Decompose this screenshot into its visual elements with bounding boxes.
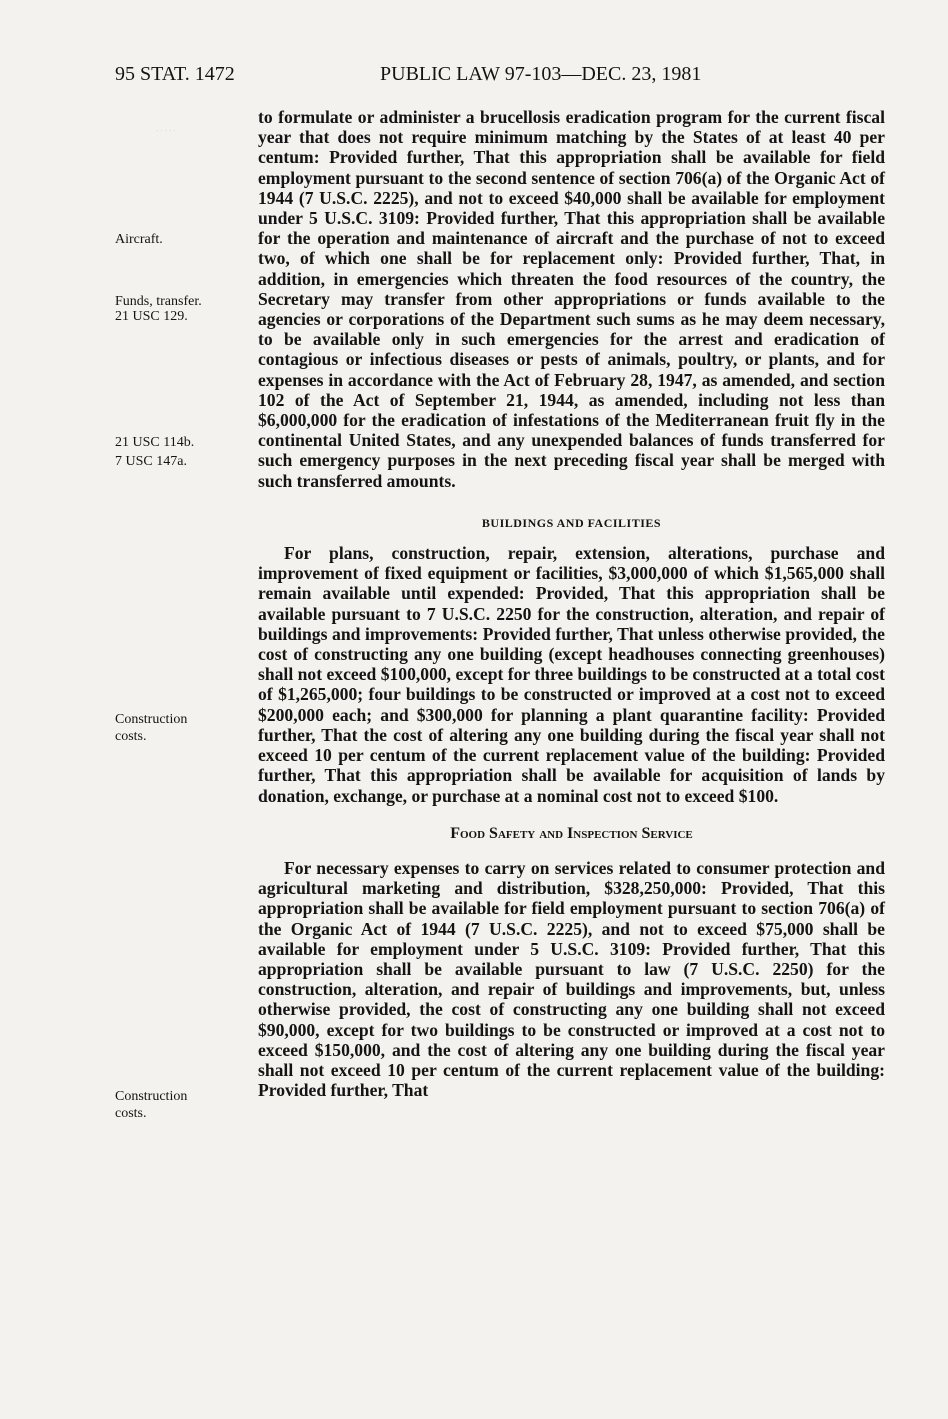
- heading-food-safety: Food Safety and Inspection Service: [450, 824, 693, 842]
- margin-note-costs-2: costs.: [115, 1106, 147, 1121]
- paragraph-food-safety: For necessary expenses to carry on services related to consumer protection and agricultural marketing and distribution, $328,250,000: Provided, That this appropriation shall be available for field employment pursuant to section 706(a) of the Organic Act of 1944 (7 U.S.C. 2225), and not to exceed $75,000 shall be available for employment under 5 U.S.C. 3109: Provided further, That this appropriation shall be available pursuant to law (7 U.S.C. 2250) for the construction, alteration, and repair of buildings and improvements, but, unless otherwise provided, the cost of constructing any one building shall not exceed $90,000, except for two buildings to be constructed or improved at a cost not to exceed $150,000, and the cost of altering any one building during the fiscal year shall not exceed 10 per centum of the current replacement value of the building: Provided further, That: [258, 857, 885, 1101]
- margin-note-construction-1: Construction: [115, 712, 188, 727]
- paragraph-buildings: For plans, construction, repair, extension, alterations, purchase and improvement of fixed equipment or facilities, $3,000,000 of which $1,565,000 shall remain available until expended: Provided, That this appropriation shall be available pursuant to 7 U.S.C. 2250 for the construction, alteration, and repair of buildings and improvements: Provided further, That unless otherwise provided, the cost of constructing any one building (except headhouses connecting greenhouses) shall not exceed $100,000, except for three buildings to be constructed at a total cost of $1,265,000; four buildings to be constructed or improved at a cost not to exceed $200,000 each; and $300,000 for planning a plant quarantine facility: Provided further, That the cost of altering any one building during the fiscal year shall not exceed 10 per centum of the current replacement value of the building: Provided further, That this appropriation shall be available for acquisition of lands by donation, exchange, or purchase at a nominal cost not to exceed $100.: [258, 543, 885, 806]
- main-text-column: [258, 107, 885, 1100]
- margin-note-costs-1: costs.: [115, 729, 147, 744]
- margin-note-funds-transfer: Funds, transfer.: [115, 294, 202, 309]
- margin-note-21usc129: 21 USC 129.: [115, 309, 188, 324]
- margin-note-21usc114b: 21 USC 114b.: [115, 435, 195, 450]
- page-header: [115, 63, 885, 93]
- paragraph-brucellosis: to formulate or administer a brucellosis eradication program for the current fiscal year that does not require minimum matching by the States of at least 40 per centum: Provided further, That this appropriation shall be available for field employment pursuant to the second sentence of section 706(a) of the Organic Act of 1944 (7 U.S.C. 2225), and not to exceed $40,000 shall be available for employment under 5 U.S.C. 3109: Provided further, That this appropriation shall be available for the operation and maintenance of aircraft and the purchase of not to exceed two, of which one shall be for replacement only: Provided further, That, in addition, in emergencies which threaten the food resources of the country, the Secretary may transfer from other appropriations or funds available to the agencies or corporations of the Department such sums as he may deem necessary, to be available only in such emergencies for the arrest and eradication of contagious or infectious diseases or pests of animals, poultry, or plants, and for expenses in accordance with the Act of February 28, 1947, as amended, and section 102 of the Act of September 21, 1944, as amended, including not less than $6,000,000 for the eradication of infestations of the Mediterranean fruit fly in the continental United States, and any unexpended balances of funds transferred for such emergency purposes in the next preceding fiscal year shall be merged with such transferred amounts.: [258, 107, 885, 491]
- margin-note-7usc147a: 7 USC 147a.: [115, 454, 187, 469]
- public-law-title: PUBLIC LAW 97-103—DEC. 23, 1981: [380, 63, 702, 85]
- margin-note-construction-2: Construction: [115, 1089, 188, 1104]
- heading-buildings-and-facilities: BUILDINGS AND FACILITIES: [481, 515, 662, 530]
- statute-page-number: 95 STAT. 1472: [115, 63, 235, 85]
- bleed-through-text: ·····: [155, 123, 177, 138]
- margin-note-aircraft: Aircraft.: [115, 232, 163, 247]
